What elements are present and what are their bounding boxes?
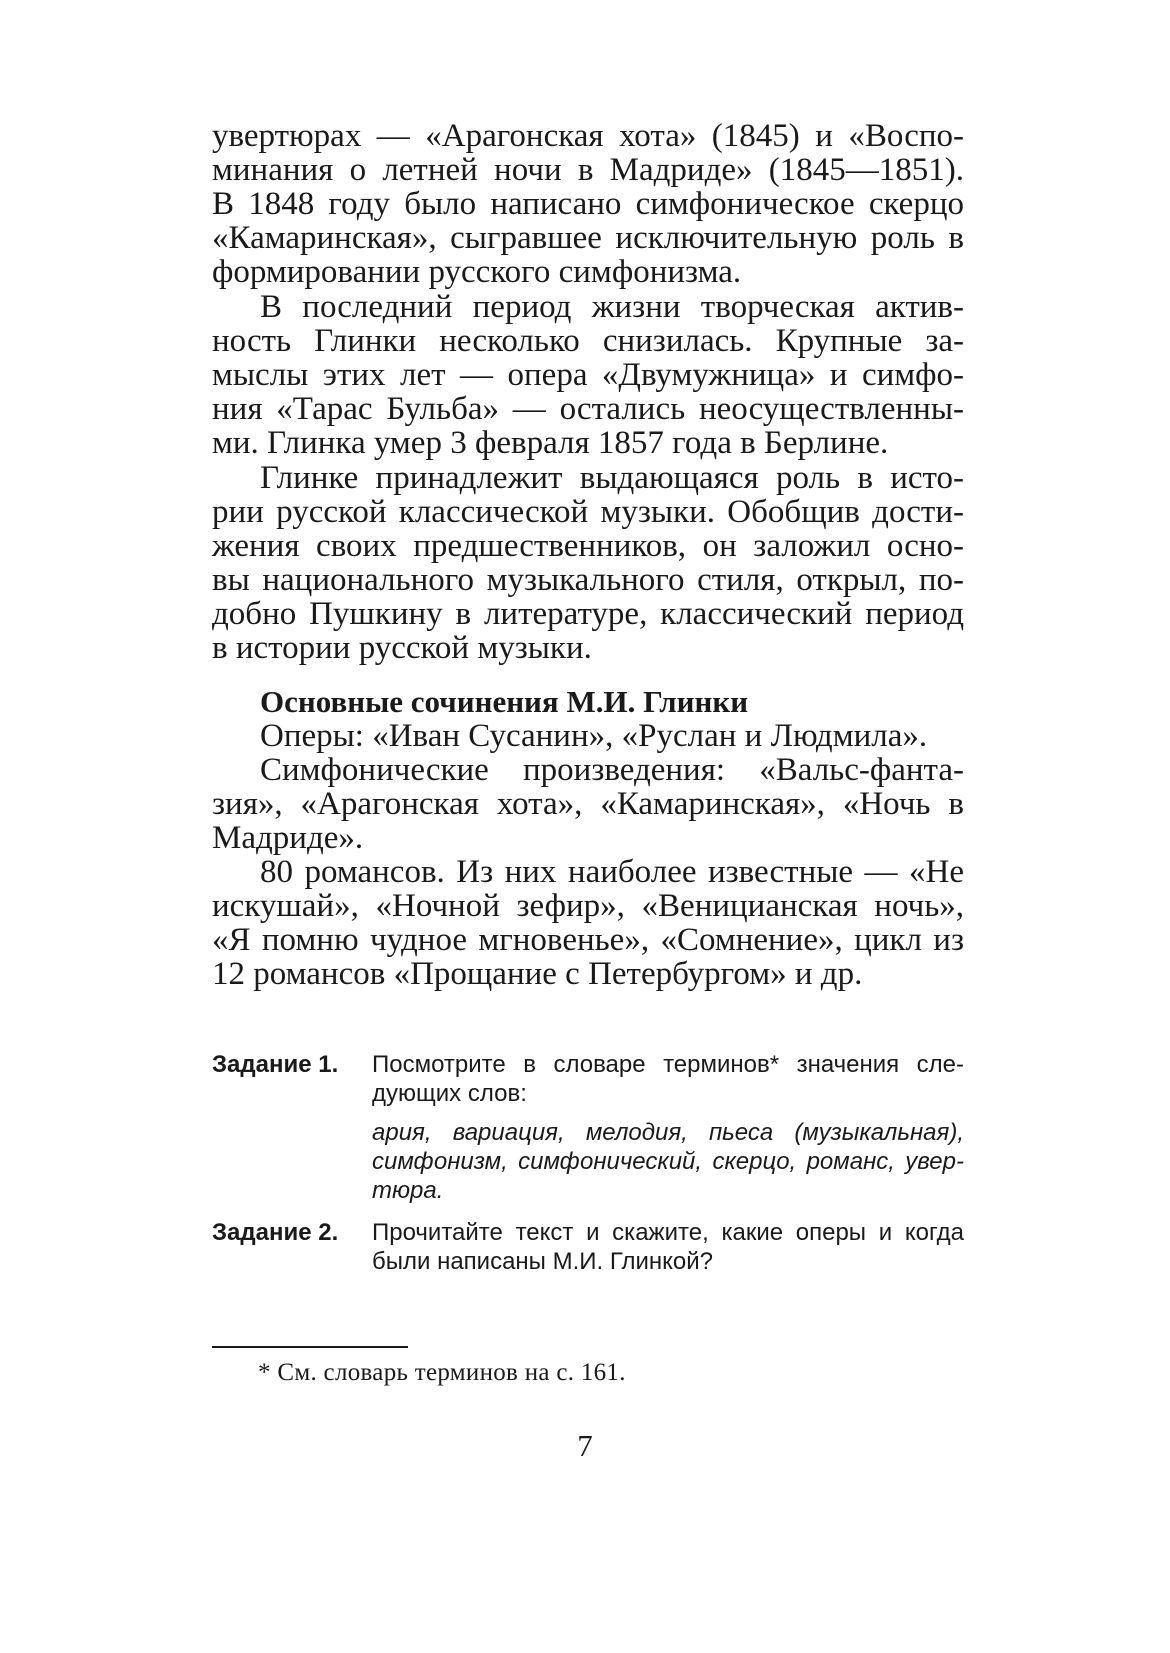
page-number: 7	[577, 1428, 593, 1463]
task-label: Задание 2.	[212, 1219, 339, 1246]
task-text-line: Посмотрите в словаре терминов* значения сле-	[372, 1051, 964, 1078]
text-line: рии русской классической музыки. Обобщив дости-	[212, 494, 964, 530]
text-line: В последний период жизни творческая актив-	[260, 289, 964, 325]
text-line: ния «Тарас Бульба» — остались неосуществленны-	[212, 391, 964, 427]
task-label: Задание 1.	[212, 1051, 339, 1078]
text-line: 80 романсов. Из них наиболее известные — «Не	[260, 854, 964, 890]
task-terms-line: ария, вариация, мелодия, пьеса (музыкальная),	[372, 1119, 964, 1146]
text-line: ность Глинки несколько снизилась. Крупные за-	[212, 323, 964, 359]
text-line: добно Пушкину в литературе, классический период	[212, 596, 964, 632]
text-line: В 1848 году было написано симфоническое скерцо	[212, 186, 964, 222]
text-line: Глинке принадлежит выдающаяся роль в исто-	[260, 460, 964, 496]
footnote-divider	[212, 1346, 408, 1348]
text-line: увертюрах — «Арагонская хота» (1845) и «Воспо-	[212, 118, 964, 154]
text-line: формировании русского симфонизма.	[212, 254, 742, 290]
text-line: вы национального музыкального стиля, открыл, по-	[212, 562, 964, 598]
text-line: жения своих предшественников, он заложил осно-	[212, 528, 964, 564]
task-text-line: были написаны М.И. Глинкой?	[372, 1248, 714, 1275]
footnote: * См. словарь терминов на с. 161.	[258, 1359, 626, 1386]
text-line: Оперы: «Иван Сусанин», «Руслан и Людмила».	[260, 718, 928, 754]
text-line: 12 романсов «Прощание с Петербургом» и др.	[212, 956, 863, 992]
text-line: «Я помню чудное мгновенье», «Сомнение», цикл из	[212, 922, 964, 958]
text-line: искушай», «Ночной зефир», «Веницианская ночь»,	[212, 888, 964, 924]
text-line: зия», «Арагонская хота», «Камаринская», «Ночь в	[212, 786, 964, 822]
task-text-line: Прочитайте текст и скажите, какие оперы и когда	[372, 1219, 964, 1246]
text-line: ми. Глинка умер 3 февраля 1857 года в Берлине.	[212, 425, 889, 461]
text-line: минания о летней ночи в Мадриде» (1845—1851).	[212, 152, 964, 188]
task-text-line: дующих слов:	[372, 1080, 527, 1107]
task-terms-line: тюра.	[372, 1177, 444, 1204]
text-line: мыслы этих лет — опера «Двумужница» и симфо-	[212, 357, 964, 393]
text-line: Симфонические произведения: «Вальс-фанта-	[260, 752, 964, 788]
task-terms-line: симфонизм, симфонический, скерцо, романс, увер-	[372, 1148, 964, 1175]
section-heading: Основные сочинения М.И. Глинки	[260, 684, 749, 719]
text-line: Мадриде».	[212, 820, 364, 856]
text-line: «Камаринская», сыгравшее исключительную роль в	[212, 220, 964, 256]
text-line: в истории русской музыки.	[212, 630, 592, 666]
